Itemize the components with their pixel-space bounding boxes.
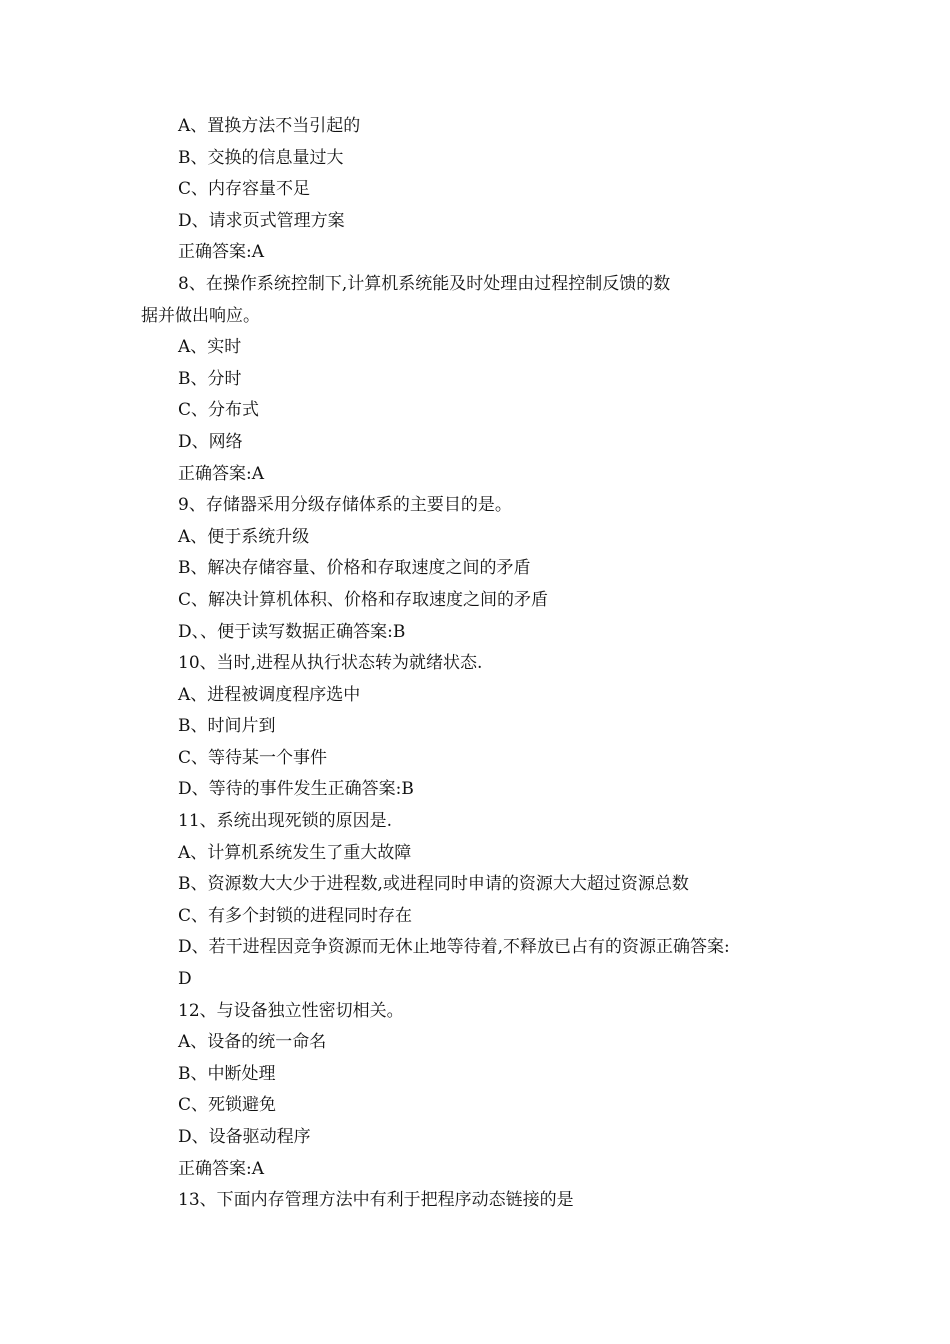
- document-body: [0, 111, 950, 1217]
- text-line: B、交换的信息量过大: [178, 147, 344, 168]
- question-line: 10、当时,进程从执行状态转为就绪状态.: [178, 653, 483, 674]
- answer-line: 正确答案:A: [178, 242, 265, 263]
- text-line: D、请求页式管理方案: [178, 210, 345, 231]
- option-line: A、实时: [178, 337, 242, 358]
- option-line: D、若干进程因竞争资源而无休止地等待着,不释放已占有的资源正确答案:: [178, 937, 730, 958]
- answer-continuation: D: [178, 969, 192, 990]
- option-line: C、解决计算机体积、价格和存取速度之间的矛盾: [178, 589, 549, 610]
- option-line: C、死锁避免: [178, 1095, 277, 1116]
- option-line: B、分时: [178, 368, 242, 389]
- option-line: D、设备驱动程序: [178, 1127, 311, 1147]
- option-line: D、、便于读写数据正确答案:B: [178, 621, 406, 642]
- option-line: B、中断处理: [178, 1063, 276, 1084]
- question-line: 9、存储器采用分级存储体系的主要目的是。: [178, 495, 512, 516]
- answer-line: 正确答案:A: [178, 1158, 265, 1179]
- option-line: D、等待的事件发生正确答案:B: [178, 779, 414, 800]
- answer-line: 正确答案:A: [178, 463, 265, 484]
- option-line: A、便于系统升级: [178, 526, 310, 547]
- text-line: A、置换方法不当引起的: [178, 116, 361, 136]
- option-line: A、设备的统一命名: [178, 1032, 327, 1053]
- option-line: A、计算机系统发生了重大故障: [178, 842, 412, 863]
- option-line: C、分布式: [178, 400, 260, 421]
- option-line: B、解决存储容量、价格和存取速度之间的矛盾: [178, 558, 531, 579]
- question-line: 8、在操作系统控制下,计算机系统能及时处理由过程控制反馈的数: [178, 273, 671, 294]
- option-line: B、资源数大大少于进程数,或进程同时申请的资源大大超过资源总数: [178, 874, 689, 895]
- question-line: 12、与设备独立性密切相关。: [178, 1000, 404, 1021]
- option-line: A、进程被调度程序选中: [178, 684, 361, 705]
- text-line: C、内存容量不足: [178, 179, 311, 200]
- question-line: 11、系统出现死锁的原因是.: [178, 811, 393, 832]
- option-line: C、等待某一个事件: [178, 747, 328, 768]
- option-line: B、时间片到: [178, 716, 276, 737]
- option-line: D、网络: [178, 431, 243, 452]
- option-line: C、有多个封锁的进程同时存在: [178, 905, 413, 926]
- question-line: 13、下面内存管理方法中有利于把程序动态链接的是: [178, 1190, 574, 1211]
- question-continuation: 据并做出响应。: [141, 305, 260, 326]
